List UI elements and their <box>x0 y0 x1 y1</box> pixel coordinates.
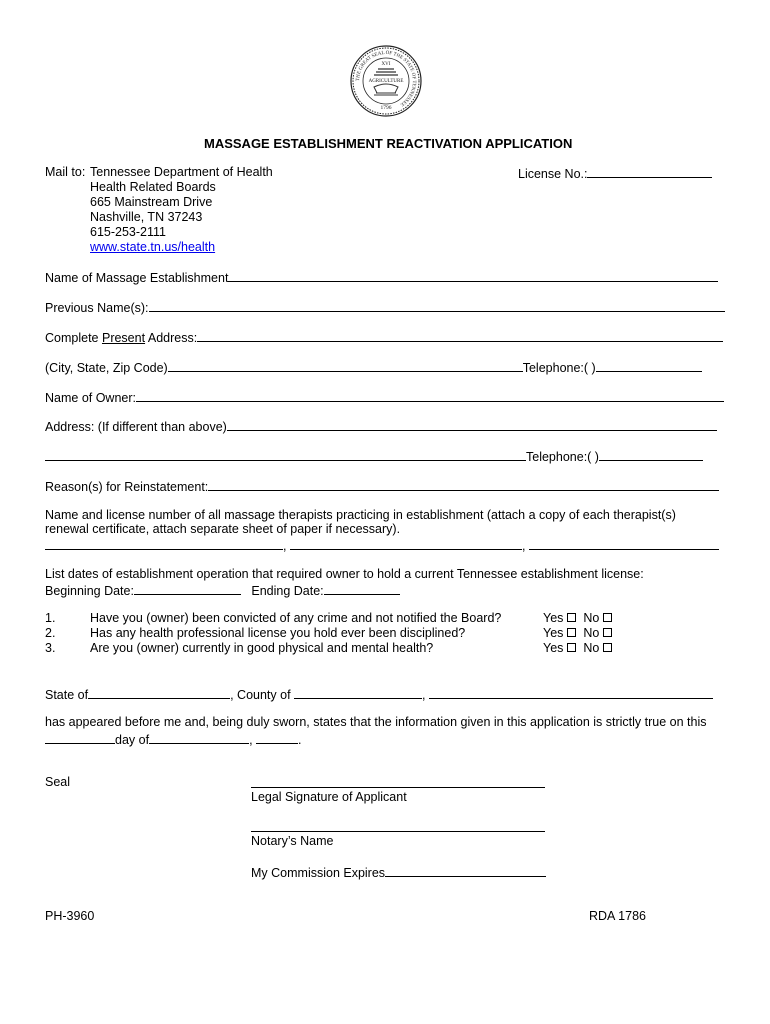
state-county-fields[interactable]: State of , County of , <box>45 686 713 702</box>
previous-names-field[interactable]: Previous Name(s): <box>45 299 725 315</box>
telephone-label-2: Telephone:( ) <box>526 450 599 464</box>
applicant-signature-label: Legal Signature of Applicant <box>251 790 407 804</box>
question-number: 3. <box>45 641 56 655</box>
svg-text:XVI: XVI <box>381 62 391 67</box>
state-seal-logo <box>350 45 422 117</box>
yes-checkbox <box>567 613 576 622</box>
owner-address-field[interactable]: Address: (If different than above) <box>45 418 717 434</box>
sworn-date-fields[interactable]: day of , . <box>45 731 302 747</box>
mail-line: Tennessee Department of Health <box>90 165 273 179</box>
city-state-zip-field[interactable]: (City, State, Zip Code) Telephone:( ) <box>45 359 702 375</box>
question-text: Are you (owner) currently in good physical and mental health? <box>90 641 434 655</box>
yes-no-choice[interactable]: Yes No <box>543 611 612 625</box>
question-number: 1. <box>45 611 56 625</box>
form-title: MASSAGE ESTABLISHMENT REACTIVATION APPLICATION <box>204 136 573 151</box>
yes-no-choice[interactable]: Yes No <box>543 626 612 640</box>
mail-line: 615-253-2111 <box>90 225 166 239</box>
yes-no-choice[interactable]: Yes No <box>543 641 612 655</box>
license-no-label: License No.: <box>518 167 588 181</box>
question-text: Have you (owner) been convicted of any crime and not notified the Board? <box>90 611 502 625</box>
dates-instruction: List dates of establishment operation that required owner to hold a current Tennessee establishment license: <box>45 567 644 581</box>
owner-name-field[interactable]: Name of Owner: <box>45 389 724 405</box>
no-checkbox <box>603 628 612 637</box>
therapists-instruction: Name and license number of all massage therapists practicing in establishment (attach a copy of each therapist(s) <box>45 508 676 522</box>
therapists-entry-lines[interactable]: , , <box>45 537 719 553</box>
form-code-left: PH-3960 <box>45 909 95 923</box>
operation-dates-fields[interactable] <box>45 582 400 598</box>
notary-name-line[interactable] <box>251 820 545 832</box>
beginning-date-label: Beginning Date: <box>45 584 134 598</box>
seal-year: 1796 <box>380 105 392 111</box>
applicant-signature-line[interactable] <box>251 776 545 788</box>
no-checkbox <box>603 643 612 652</box>
telephone-label: Telephone:( ) <box>522 361 596 375</box>
notary-name-label: Notary’s Name <box>251 834 334 848</box>
owner-telephone-field[interactable] <box>45 448 703 464</box>
mail-line: Health Related Boards <box>90 180 216 194</box>
seal-label: Seal <box>45 775 71 789</box>
seal-center-word: AGRICULTURE <box>368 79 404 84</box>
therapists-instruction-2: renewal certificate, attach separate sheet of paper if necessary). <box>45 522 401 536</box>
seal-ring-text: THE GREAT SEAL OF THE STATE OF TENNESSEE <box>355 50 417 107</box>
yes-checkbox <box>567 628 576 637</box>
mail-to-label: Mail to: <box>45 165 86 179</box>
present-address-field[interactable]: Complete Present Address: <box>45 329 723 345</box>
no-checkbox <box>603 613 612 622</box>
establishment-name-field[interactable]: Name of Massage Establishment <box>45 269 718 285</box>
question-text: Has any health professional license you hold ever been disciplined? <box>90 626 466 640</box>
question-number: 2. <box>45 626 56 640</box>
form-code-right: RDA 1786 <box>589 909 646 923</box>
health-website-link[interactable]: www.state.tn.us/health <box>90 240 216 254</box>
yes-checkbox <box>567 643 576 652</box>
reinstatement-reason-field[interactable]: Reason(s) for Reinstatement: <box>45 478 719 494</box>
sworn-statement: has appeared before me and, being duly sworn, states that the information given in this application is strictly true on this <box>45 715 707 729</box>
mail-line: 665 Mainstream Drive <box>90 195 213 209</box>
ending-date-label: Ending Date: <box>251 584 324 598</box>
commission-expires-field[interactable]: My Commission Expires <box>251 864 546 880</box>
mail-line: Nashville, TN 37243 <box>90 210 203 224</box>
license-no-field[interactable] <box>518 165 712 181</box>
